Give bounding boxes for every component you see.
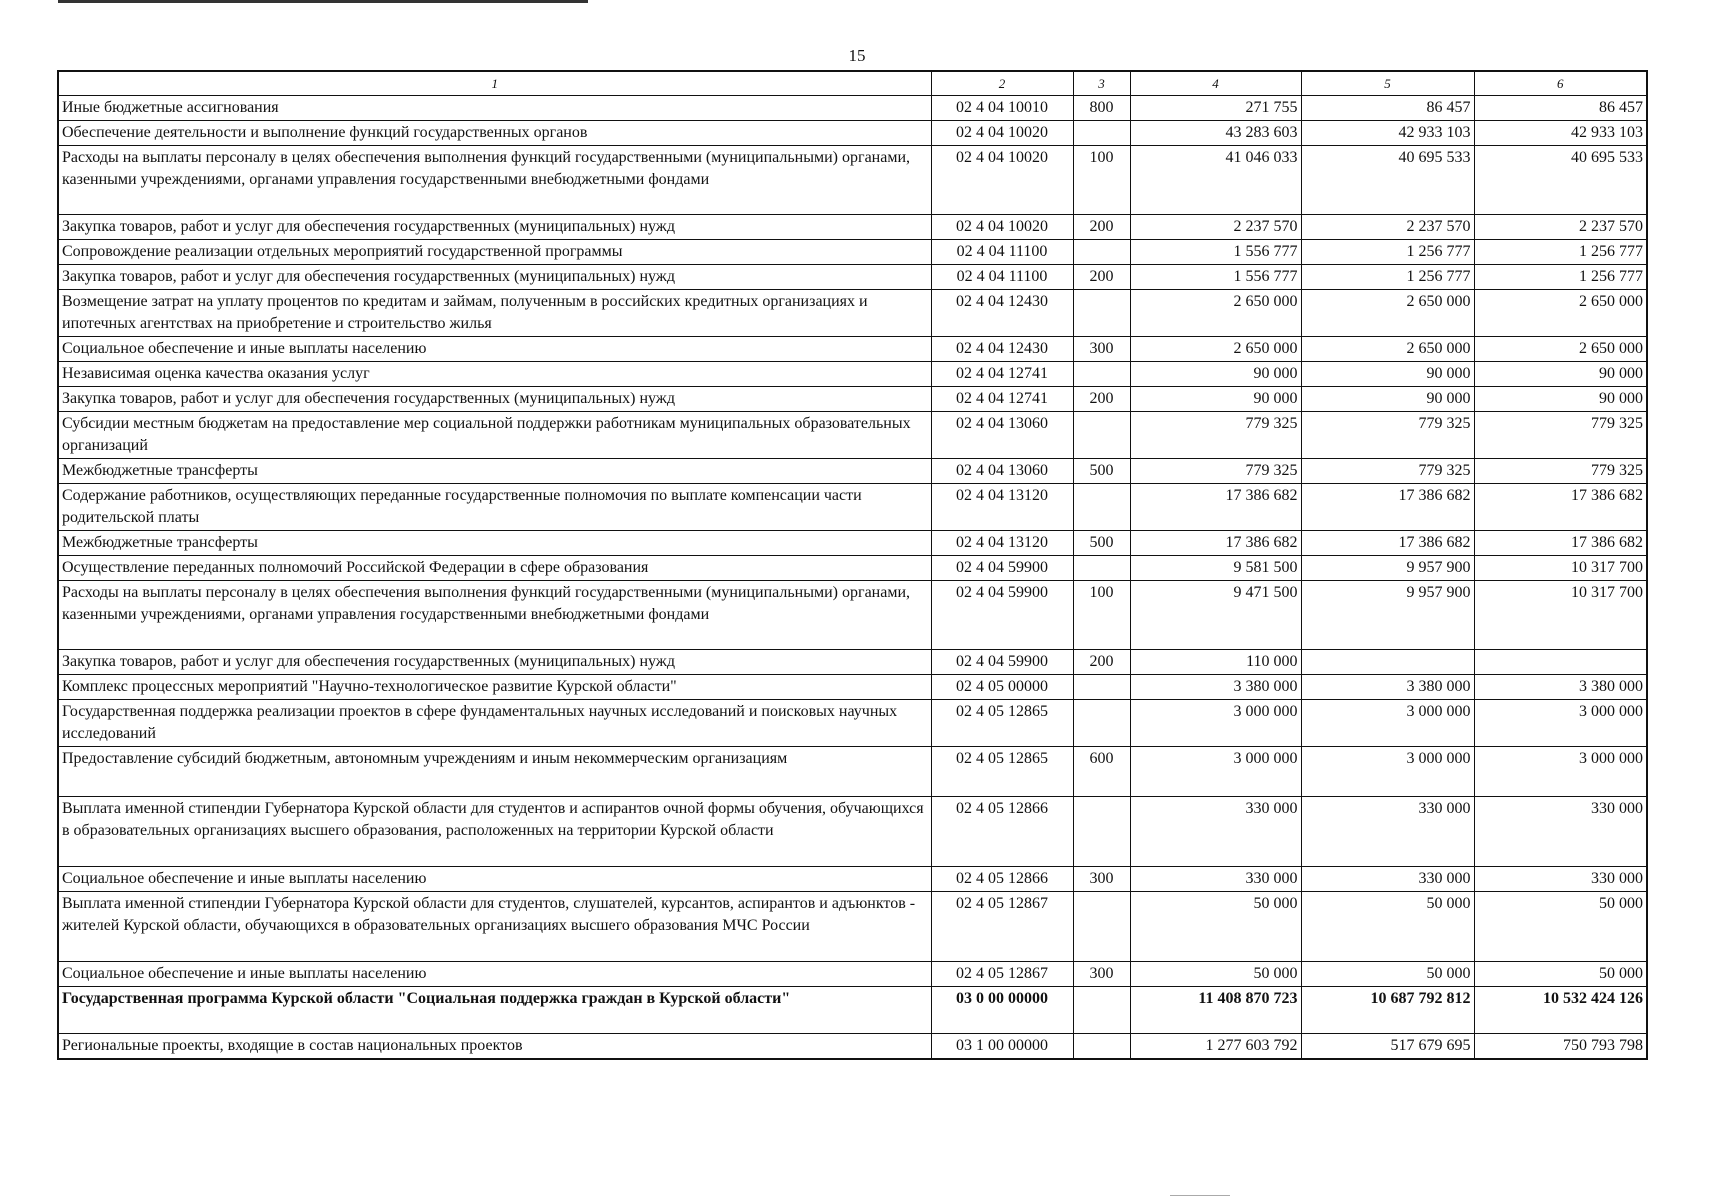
column-number-4: 4	[1130, 71, 1301, 96]
row-name-cell: Закупка товаров, работ и услуг для обеспечения государственных (муниципальных) нужд	[58, 650, 931, 675]
row-value-5-cell: 2 650 000	[1301, 290, 1474, 337]
row-type-cell: 200	[1073, 265, 1130, 290]
row-type-cell: 300	[1073, 867, 1130, 892]
row-name-cell: Социальное обеспечение и иные выплаты населению	[58, 867, 931, 892]
row-type-cell: 200	[1073, 650, 1130, 675]
row-code-cell: 02 4 05 12865	[931, 747, 1073, 797]
row-code-cell: 02 4 04 12741	[931, 387, 1073, 412]
row-code-cell: 02 4 04 11100	[931, 265, 1073, 290]
column-number-1: 1	[58, 71, 931, 96]
row-value-5-cell: 17 386 682	[1301, 484, 1474, 531]
row-value-4-cell: 3 000 000	[1130, 700, 1301, 747]
row-type-cell: 200	[1073, 387, 1130, 412]
table-row	[58, 387, 1647, 412]
row-value-5-cell: 90 000	[1301, 362, 1474, 387]
row-name-cell: Независимая оценка качества оказания услуг	[58, 362, 931, 387]
row-value-6-cell: 50 000	[1474, 962, 1647, 987]
row-value-6-cell: 750 793 798	[1474, 1034, 1647, 1060]
row-value-6-cell: 330 000	[1474, 797, 1647, 867]
row-value-4-cell: 110 000	[1130, 650, 1301, 675]
row-name-cell: Предоставление субсидий бюджетным, автономным учреждениям и иным некоммерческим организациям	[58, 747, 931, 797]
row-code-cell: 02 4 04 12430	[931, 337, 1073, 362]
row-value-6-cell: 330 000	[1474, 867, 1647, 892]
scan-artifact	[1170, 1195, 1230, 1196]
row-value-5-cell: 42 933 103	[1301, 121, 1474, 146]
row-code-cell: 02 4 05 00000	[931, 675, 1073, 700]
row-value-4-cell: 330 000	[1130, 797, 1301, 867]
row-value-6-cell: 3 380 000	[1474, 675, 1647, 700]
row-value-5-cell: 3 380 000	[1301, 675, 1474, 700]
row-code-cell: 02 4 04 13120	[931, 484, 1073, 531]
row-type-cell	[1073, 892, 1130, 962]
row-value-4-cell: 3 380 000	[1130, 675, 1301, 700]
row-value-4-cell: 9 581 500	[1130, 556, 1301, 581]
row-name-cell: Выплата именной стипендии Губернатора Курской области для студентов и аспирантов очной формы обучения, обучающихся в образовательных организациях высшего образования, расположенных на территории Курской области	[58, 797, 931, 867]
table-row	[58, 700, 1647, 747]
row-type-cell: 100	[1073, 146, 1130, 215]
row-value-4-cell: 11 408 870 723	[1130, 987, 1301, 1034]
row-name-cell: Социальное обеспечение и иные выплаты населению	[58, 962, 931, 987]
row-value-6-cell: 40 695 533	[1474, 146, 1647, 215]
row-value-5-cell: 50 000	[1301, 962, 1474, 987]
row-type-cell: 500	[1073, 531, 1130, 556]
row-value-5-cell: 517 679 695	[1301, 1034, 1474, 1060]
row-code-cell: 02 4 04 13060	[931, 459, 1073, 484]
row-code-cell: 02 4 05 12866	[931, 797, 1073, 867]
table-row	[58, 484, 1647, 531]
row-type-cell: 100	[1073, 581, 1130, 650]
row-value-5-cell: 330 000	[1301, 867, 1474, 892]
row-value-5-cell: 779 325	[1301, 459, 1474, 484]
table-row	[58, 581, 1647, 650]
row-value-4-cell: 2 650 000	[1130, 337, 1301, 362]
row-name-cell: Государственная программа Курской области "Социальная поддержка граждан в Курской области"	[58, 987, 931, 1034]
table-row	[58, 747, 1647, 797]
row-code-cell: 02 4 05 12866	[931, 867, 1073, 892]
row-name-cell: Обеспечение деятельности и выполнение функций государственных органов	[58, 121, 931, 146]
row-value-5-cell: 330 000	[1301, 797, 1474, 867]
row-type-cell: 600	[1073, 747, 1130, 797]
row-code-cell: 02 4 04 59900	[931, 556, 1073, 581]
row-name-cell: Региональные проекты, входящие в состав национальных проектов	[58, 1034, 931, 1060]
row-value-6-cell: 90 000	[1474, 387, 1647, 412]
row-code-cell: 02 4 04 13120	[931, 531, 1073, 556]
row-type-cell: 300	[1073, 962, 1130, 987]
row-value-6-cell: 779 325	[1474, 459, 1647, 484]
row-type-cell	[1073, 1034, 1130, 1060]
row-value-5-cell: 10 687 792 812	[1301, 987, 1474, 1034]
row-value-6-cell: 3 000 000	[1474, 700, 1647, 747]
row-value-5-cell: 2 650 000	[1301, 337, 1474, 362]
table-row	[58, 96, 1647, 121]
row-type-cell	[1073, 412, 1130, 459]
row-name-cell: Содержание работников, осуществляющих переданные государственные полномочия по выплате компенсации части родительской платы	[58, 484, 931, 531]
row-code-cell: 02 4 05 12865	[931, 700, 1073, 747]
row-name-cell: Межбюджетные трансферты	[58, 459, 931, 484]
row-type-cell	[1073, 362, 1130, 387]
row-value-5-cell: 9 957 900	[1301, 581, 1474, 650]
row-value-5-cell: 86 457	[1301, 96, 1474, 121]
row-value-4-cell: 1 556 777	[1130, 240, 1301, 265]
table-row	[58, 412, 1647, 459]
table-row	[58, 240, 1647, 265]
row-name-cell: Закупка товаров, работ и услуг для обеспечения государственных (муниципальных) нужд	[58, 265, 931, 290]
row-value-4-cell: 9 471 500	[1130, 581, 1301, 650]
row-value-4-cell: 50 000	[1130, 892, 1301, 962]
page-number: 15	[848, 46, 866, 65]
row-type-cell	[1073, 240, 1130, 265]
row-name-cell: Возмещение затрат на уплату процентов по кредитам и займам, полученным в российских кредитных организациях и ипотечных агентствах на приобретение и строительство жилья	[58, 290, 931, 337]
row-name-cell: Закупка товаров, работ и услуг для обеспечения государственных (муниципальных) нужд	[58, 387, 931, 412]
row-type-cell: 500	[1073, 459, 1130, 484]
table-row	[58, 987, 1647, 1034]
row-value-4-cell: 17 386 682	[1130, 531, 1301, 556]
row-name-cell: Закупка товаров, работ и услуг для обеспечения государственных (муниципальных) нужд	[58, 215, 931, 240]
row-type-cell: 200	[1073, 215, 1130, 240]
row-value-4-cell: 1 556 777	[1130, 265, 1301, 290]
row-value-4-cell: 2 650 000	[1130, 290, 1301, 337]
row-code-cell: 02 4 04 10010	[931, 96, 1073, 121]
table-row	[58, 121, 1647, 146]
row-code-cell: 02 4 04 12741	[931, 362, 1073, 387]
row-value-6-cell: 86 457	[1474, 96, 1647, 121]
row-value-6-cell: 2 237 570	[1474, 215, 1647, 240]
row-type-cell	[1073, 556, 1130, 581]
budget-table-body	[58, 71, 1647, 1059]
row-name-cell: Выплата именной стипендии Губернатора Курской области для студентов, слушателей, курсантов, аспирантов и адъюнктов - жителей Курской области, обучающихся в образовательных организациях высшего образования МЧС России	[58, 892, 931, 962]
row-value-4-cell: 50 000	[1130, 962, 1301, 987]
row-type-cell	[1073, 700, 1130, 747]
row-name-cell: Расходы на выплаты персоналу в целях обеспечения выполнения функций государственными (муниципальными) органами, казенными учреждениями, органами управления государственными внебюджетными фондами	[58, 581, 931, 650]
row-value-4-cell: 90 000	[1130, 362, 1301, 387]
table-row	[58, 146, 1647, 215]
row-name-cell: Социальное обеспечение и иные выплаты населению	[58, 337, 931, 362]
table-row	[58, 531, 1647, 556]
row-value-4-cell: 3 000 000	[1130, 747, 1301, 797]
row-value-6-cell: 10 317 700	[1474, 581, 1647, 650]
row-code-cell: 02 4 04 10020	[931, 146, 1073, 215]
row-code-cell: 03 1 00 00000	[931, 1034, 1073, 1060]
row-code-cell: 02 4 04 10020	[931, 215, 1073, 240]
row-value-5-cell: 1 256 777	[1301, 265, 1474, 290]
row-value-5-cell: 3 000 000	[1301, 700, 1474, 747]
row-type-cell	[1073, 290, 1130, 337]
row-value-5-cell: 50 000	[1301, 892, 1474, 962]
row-name-cell: Расходы на выплаты персоналу в целях обеспечения выполнения функций государственными (муниципальными) органами, казенными учреждениями, органами управления государственными внебюджетными фондами	[58, 146, 931, 215]
row-value-4-cell: 330 000	[1130, 867, 1301, 892]
column-number-5: 5	[1301, 71, 1474, 96]
row-type-cell	[1073, 484, 1130, 531]
row-code-cell: 02 4 04 12430	[931, 290, 1073, 337]
row-value-6-cell: 10 317 700	[1474, 556, 1647, 581]
row-value-6-cell: 17 386 682	[1474, 531, 1647, 556]
row-code-cell: 02 4 04 59900	[931, 650, 1073, 675]
table-row	[58, 962, 1647, 987]
row-type-cell: 300	[1073, 337, 1130, 362]
table-row	[58, 650, 1647, 675]
row-value-4-cell: 779 325	[1130, 412, 1301, 459]
row-value-6-cell: 3 000 000	[1474, 747, 1647, 797]
column-number-2: 2	[931, 71, 1073, 96]
row-value-6-cell: 42 933 103	[1474, 121, 1647, 146]
row-value-6-cell	[1474, 650, 1647, 675]
table-row	[58, 265, 1647, 290]
column-number-3: 3	[1073, 71, 1130, 96]
row-name-cell: Субсидии местным бюджетам на предоставление мер социальной поддержки работникам муниципальных образовательных организаций	[58, 412, 931, 459]
table-row	[58, 362, 1647, 387]
row-type-cell	[1073, 675, 1130, 700]
row-value-4-cell: 271 755	[1130, 96, 1301, 121]
table-row	[58, 892, 1647, 962]
row-value-6-cell: 779 325	[1474, 412, 1647, 459]
row-code-cell: 02 4 04 10020	[931, 121, 1073, 146]
row-type-cell: 800	[1073, 96, 1130, 121]
row-value-6-cell: 2 650 000	[1474, 290, 1647, 337]
row-value-6-cell: 17 386 682	[1474, 484, 1647, 531]
row-value-6-cell: 10 532 424 126	[1474, 987, 1647, 1034]
row-name-cell: Иные бюджетные ассигнования	[58, 96, 931, 121]
table-row	[58, 867, 1647, 892]
row-value-6-cell: 1 256 777	[1474, 265, 1647, 290]
row-type-cell	[1073, 797, 1130, 867]
row-value-4-cell: 43 283 603	[1130, 121, 1301, 146]
row-value-5-cell: 779 325	[1301, 412, 1474, 459]
row-value-5-cell: 2 237 570	[1301, 215, 1474, 240]
row-value-5-cell: 40 695 533	[1301, 146, 1474, 215]
row-name-cell: Государственная поддержка реализации проектов в сфере фундаментальных научных исследований и поисковых научных исследований	[58, 700, 931, 747]
table-row	[58, 459, 1647, 484]
budget-table	[57, 70, 1648, 1060]
header-row	[58, 71, 1647, 96]
row-value-5-cell: 9 957 900	[1301, 556, 1474, 581]
row-code-cell: 02 4 05 12867	[931, 962, 1073, 987]
row-value-4-cell: 17 386 682	[1130, 484, 1301, 531]
table-row	[58, 675, 1647, 700]
row-type-cell	[1073, 987, 1130, 1034]
row-value-4-cell: 41 046 033	[1130, 146, 1301, 215]
row-name-cell: Комплекс процессных мероприятий "Научно-технологическое развитие Курской области"	[58, 675, 931, 700]
row-code-cell: 02 4 04 11100	[931, 240, 1073, 265]
row-name-cell: Осуществление переданных полномочий Российской Федерации в сфере образования	[58, 556, 931, 581]
row-value-4-cell: 2 237 570	[1130, 215, 1301, 240]
row-value-4-cell: 779 325	[1130, 459, 1301, 484]
row-name-cell: Межбюджетные трансферты	[58, 531, 931, 556]
row-value-5-cell: 3 000 000	[1301, 747, 1474, 797]
table-row	[58, 797, 1647, 867]
table-row	[58, 337, 1647, 362]
row-code-cell: 02 4 05 12867	[931, 892, 1073, 962]
row-value-6-cell: 2 650 000	[1474, 337, 1647, 362]
row-code-cell: 02 4 04 59900	[931, 581, 1073, 650]
row-code-cell: 03 0 00 00000	[931, 987, 1073, 1034]
row-value-5-cell	[1301, 650, 1474, 675]
top-edge-line	[58, 0, 588, 3]
row-value-6-cell: 50 000	[1474, 892, 1647, 962]
row-value-6-cell: 90 000	[1474, 362, 1647, 387]
table-row	[58, 1034, 1647, 1060]
row-value-5-cell: 17 386 682	[1301, 531, 1474, 556]
row-value-5-cell: 90 000	[1301, 387, 1474, 412]
row-code-cell: 02 4 04 13060	[931, 412, 1073, 459]
row-value-4-cell: 90 000	[1130, 387, 1301, 412]
column-number-6: 6	[1474, 71, 1647, 96]
table-row	[58, 556, 1647, 581]
row-name-cell: Сопровождение реализации отдельных мероприятий государственной программы	[58, 240, 931, 265]
row-value-5-cell: 1 256 777	[1301, 240, 1474, 265]
row-value-4-cell: 1 277 603 792	[1130, 1034, 1301, 1060]
table-row	[58, 290, 1647, 337]
row-type-cell	[1073, 121, 1130, 146]
row-value-6-cell: 1 256 777	[1474, 240, 1647, 265]
table-row	[58, 215, 1647, 240]
